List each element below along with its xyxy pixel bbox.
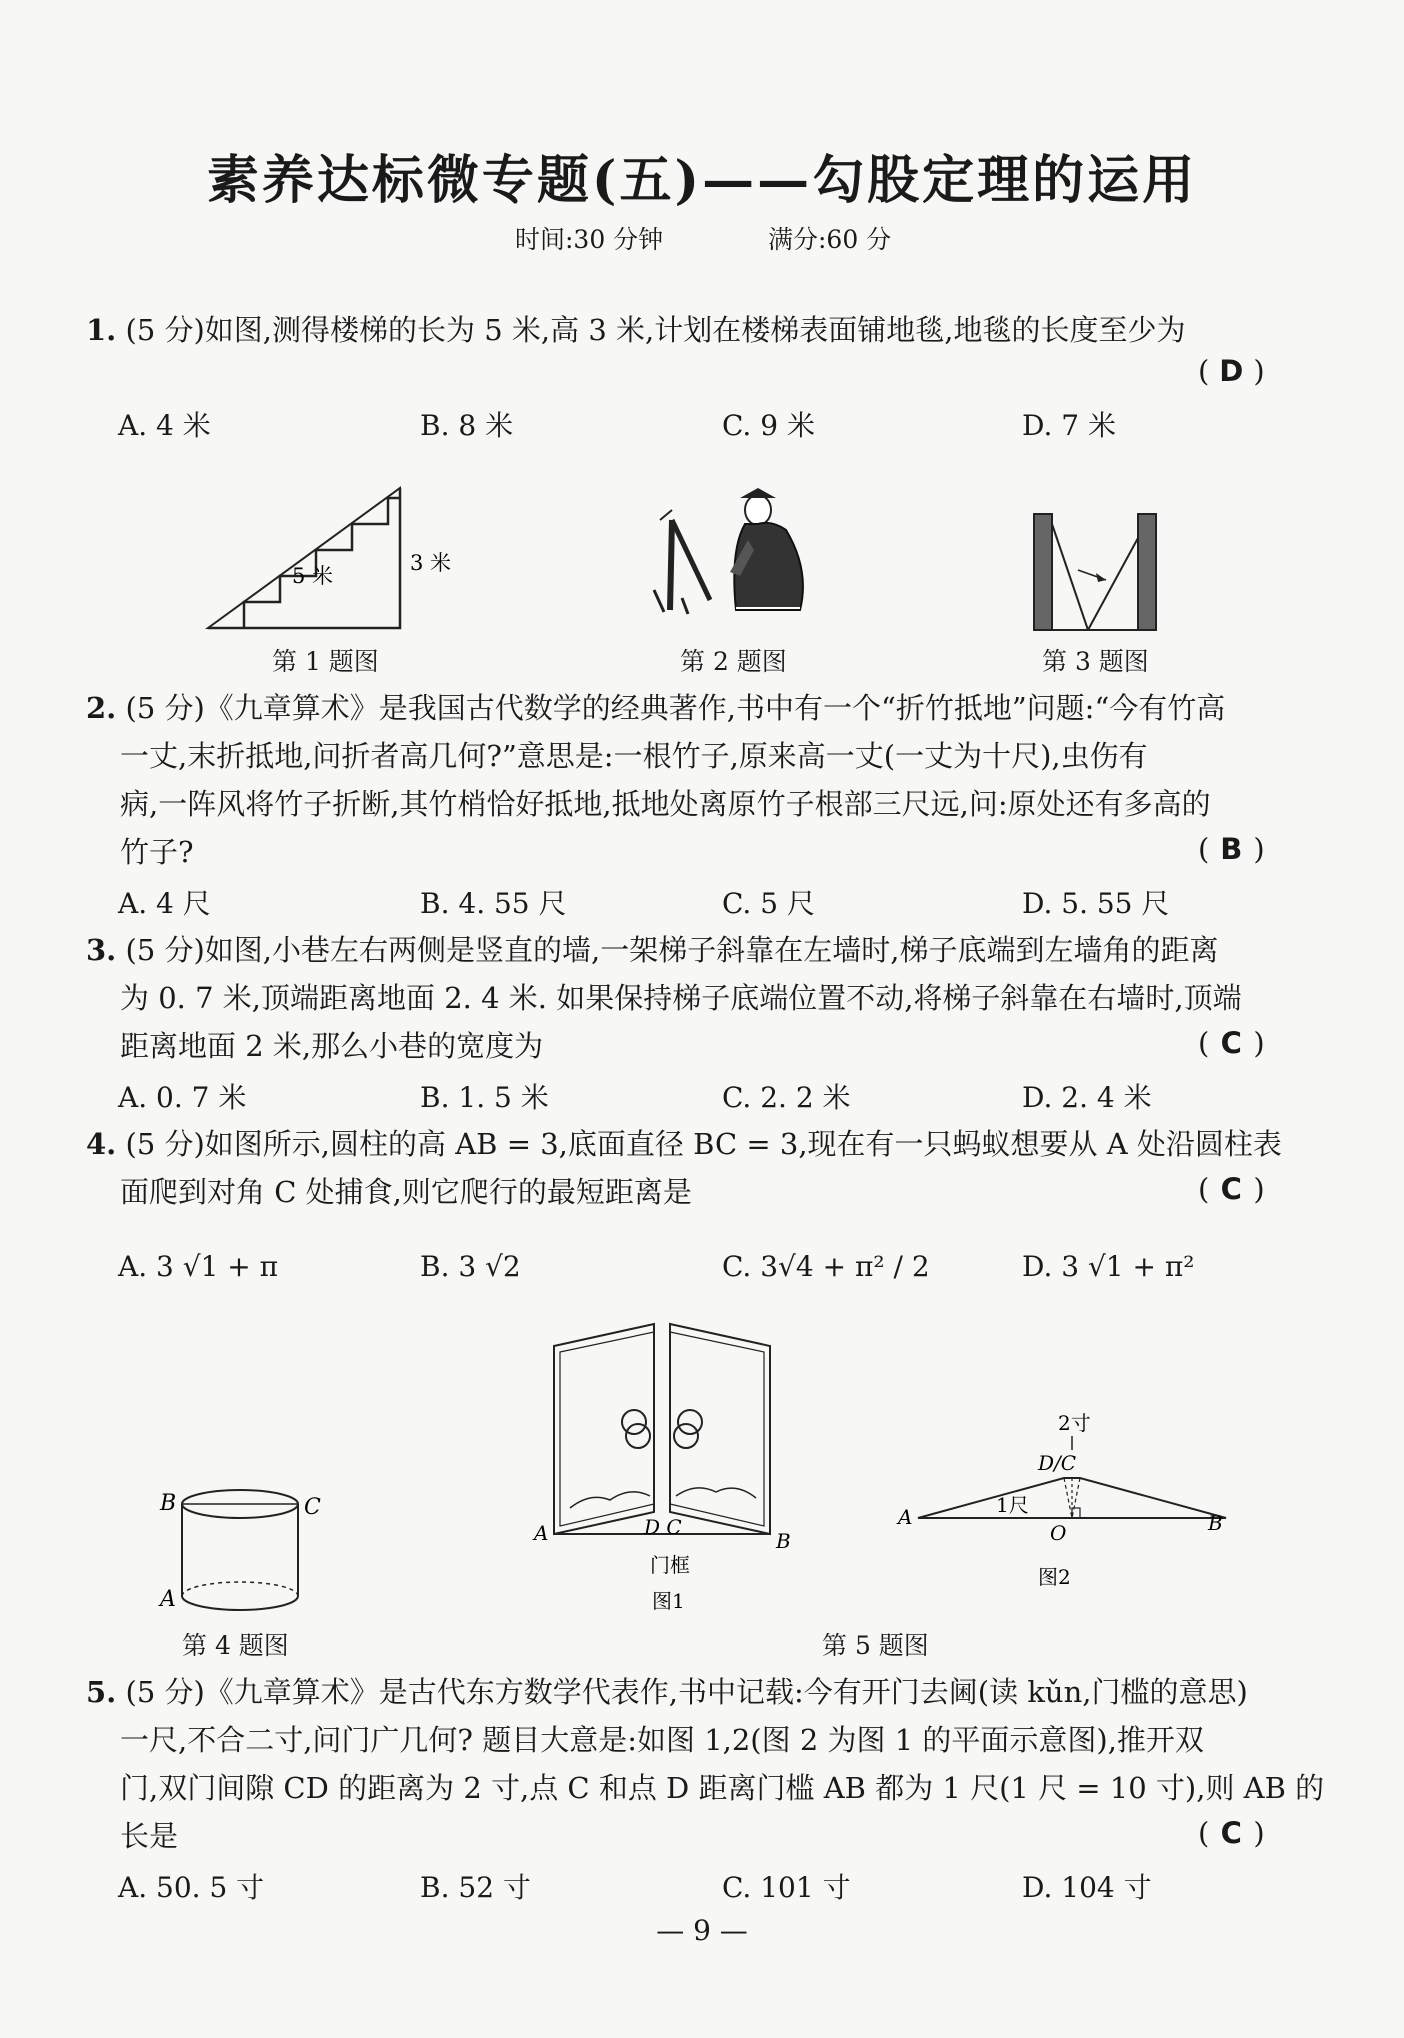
option-d: D. 5. 55 尺 [1022,887,1170,920]
figure-2-caption: 第 2 题图 [680,647,787,676]
question-text-line: 为 0. 7 米,顶端距离地面 2. 4 米. 如果保持梯子底端位置不动,将梯子斜靠在右墙时,顶端 [120,981,1242,1015]
figure-4-cylinder [150,1480,350,1620]
answer-bracket: ( B ) [1198,832,1265,866]
answer-choice: D [1219,354,1244,388]
answer-bracket: ( C ) [1198,1026,1265,1060]
option-b: B. 1. 5 米 [420,1081,549,1114]
question-number: 3. [86,933,117,967]
point-dc-label: D C [644,1515,682,1539]
option-c: C. 2. 2 米 [722,1081,851,1114]
question-text-line: 长是 [120,1819,179,1853]
option-c: C. 9 米 [722,409,815,442]
question-text-line: 门,双门间隙 CD 的距离为 2 寸,点 C 和点 D 距离门槛 AB 都为 1 尺(1 尺 = 10 寸),则 AB 的 [120,1771,1325,1805]
full-score: 满分:60 分 [768,225,892,254]
answer-choice: C [1220,1172,1242,1206]
question-text-line: 一尺,不合二寸,问门广几何? 题目大意是:如图 1,2(图 2 为图 1 的平面示意图),推开双 [120,1723,1204,1757]
answer-choice: C [1220,1816,1242,1850]
stair-length-label: 5 米 [292,564,334,588]
point-dc-top-label: D/C [1038,1451,1077,1475]
point-o-label: O [1050,1521,1067,1545]
question-text-line: 病,一阵风将竹子折断,其竹梢恰好抵地,抵地处离原竹子根部三尺远,问:原处还有多高的 [120,787,1211,821]
answer-bracket: ( D ) [1198,354,1265,388]
stair-height-label: 3 米 [410,551,452,575]
right-wall [1138,514,1156,630]
point-b-label: B [776,1529,791,1553]
figure-5-sub1-caption: 图1 [652,1589,685,1613]
option-a: A. 0. 7 米 [118,1081,247,1114]
one-chi-label: 1尺 [996,1493,1029,1517]
page-title: 素养达标微专题(五)——勾股定理的运用 [206,150,1198,211]
figure-5-caption: 第 5 题图 [822,1631,929,1660]
question-text-line: 距离地面 2 米,那么小巷的宽度为 [120,1029,544,1063]
option-a: A. 4 尺 [118,887,211,920]
gap-2cun-label: 2寸 [1058,1411,1091,1435]
stair-triangle [208,488,400,628]
question-text-line: (5 分)《九章算术》是我国古代数学的经典著作,书中有一个“折竹抵地”问题:“今有竹高 [125,691,1226,725]
option-a: A. 3 √1 + π [118,1250,279,1283]
ladder-right [1088,538,1138,630]
option-d: D. 3 √1 + π² [1022,1250,1195,1283]
answer-bracket: ( C ) [1198,1172,1265,1206]
point-c-label: C [304,1495,321,1520]
cylinder-bottom-front [182,1596,298,1610]
page-number: — 9 — [656,1914,748,1947]
option-b: B. 3 √2 [420,1250,521,1283]
figure-2-scholar-bamboo [640,480,820,620]
figure-1-staircase [200,480,460,630]
question-text-line: (5 分)如图所示,圆柱的高 AB = 3,底面直径 BC = 3,现在有一只蚂蚁想要从 A 处沿圆柱表 [125,1127,1282,1161]
option-a: A. 50. 5 寸 [118,1871,265,1904]
question-number: 4. [86,1127,117,1161]
figure-3-alley-ladder [1030,510,1170,634]
option-b: B. 52 寸 [420,1871,531,1904]
question-text-line: (5 分)《九章算术》是古代东方数学代表作,书中记载:今有开门去阃(读 kǔn,门槛的意思) [125,1675,1248,1709]
figure-3-caption: 第 3 题图 [1042,647,1149,676]
question-number: 5. [86,1675,117,1709]
option-c: C. 101 寸 [722,1871,851,1904]
cylinder-bottom-back [182,1582,298,1596]
option-d: D. 104 寸 [1022,1871,1152,1904]
question-number: 2. [86,691,117,725]
ladder-left [1052,524,1088,630]
option-c: C. 3√4 + π² / 2 [722,1250,930,1283]
figure-1-caption: 第 1 题图 [272,647,379,676]
point-a-label: A [534,1521,549,1545]
figure-5-sub2-caption: 图2 [1038,1565,1071,1589]
answer-bracket: ( C ) [1198,1816,1265,1850]
point-b-label: B [1208,1511,1223,1535]
figure-5-door [530,1316,800,1616]
answer-choice: B [1220,832,1243,866]
question-text-line: 竹子? [120,835,194,869]
question-text-line: (5 分)如图,测得楼梯的长为 5 米,高 3 米,计划在楼梯表面铺地毯,地毯的长度至少为 [125,313,1186,347]
question-number: 1. [86,313,117,347]
option-a: A. 4 米 [118,409,211,442]
point-a-label: A [898,1505,913,1529]
figure-5-plan [890,1400,1230,1600]
figure-4-caption: 第 4 题图 [182,1631,289,1660]
option-d: D. 7 米 [1022,409,1116,442]
option-d: D. 2. 4 米 [1022,1081,1152,1114]
question-text-line: 一丈,末折抵地,问折者高几何?”意思是:一根竹子,原来高一丈(一丈为十尺),虫伤有 [120,739,1148,773]
point-b-label: B [160,1491,177,1516]
question-text-line: (5 分)如图,小巷左右两侧是竖直的墙,一架梯子斜靠在左墙时,梯子底端到左墙角的距离 [125,933,1219,967]
question-text-line: 面爬到对角 C 处捕食,则它爬行的最短距离是 [120,1175,692,1209]
left-wall [1034,514,1052,630]
option-b: B. 4. 55 尺 [420,887,567,920]
point-a-label: A [160,1587,176,1612]
option-c: C. 5 尺 [722,887,815,920]
option-b: B. 8 米 [420,409,514,442]
time-limit: 时间:30 分钟 [515,225,664,254]
door-frame-label: 门框 [650,1553,690,1577]
answer-choice: C [1220,1026,1242,1060]
